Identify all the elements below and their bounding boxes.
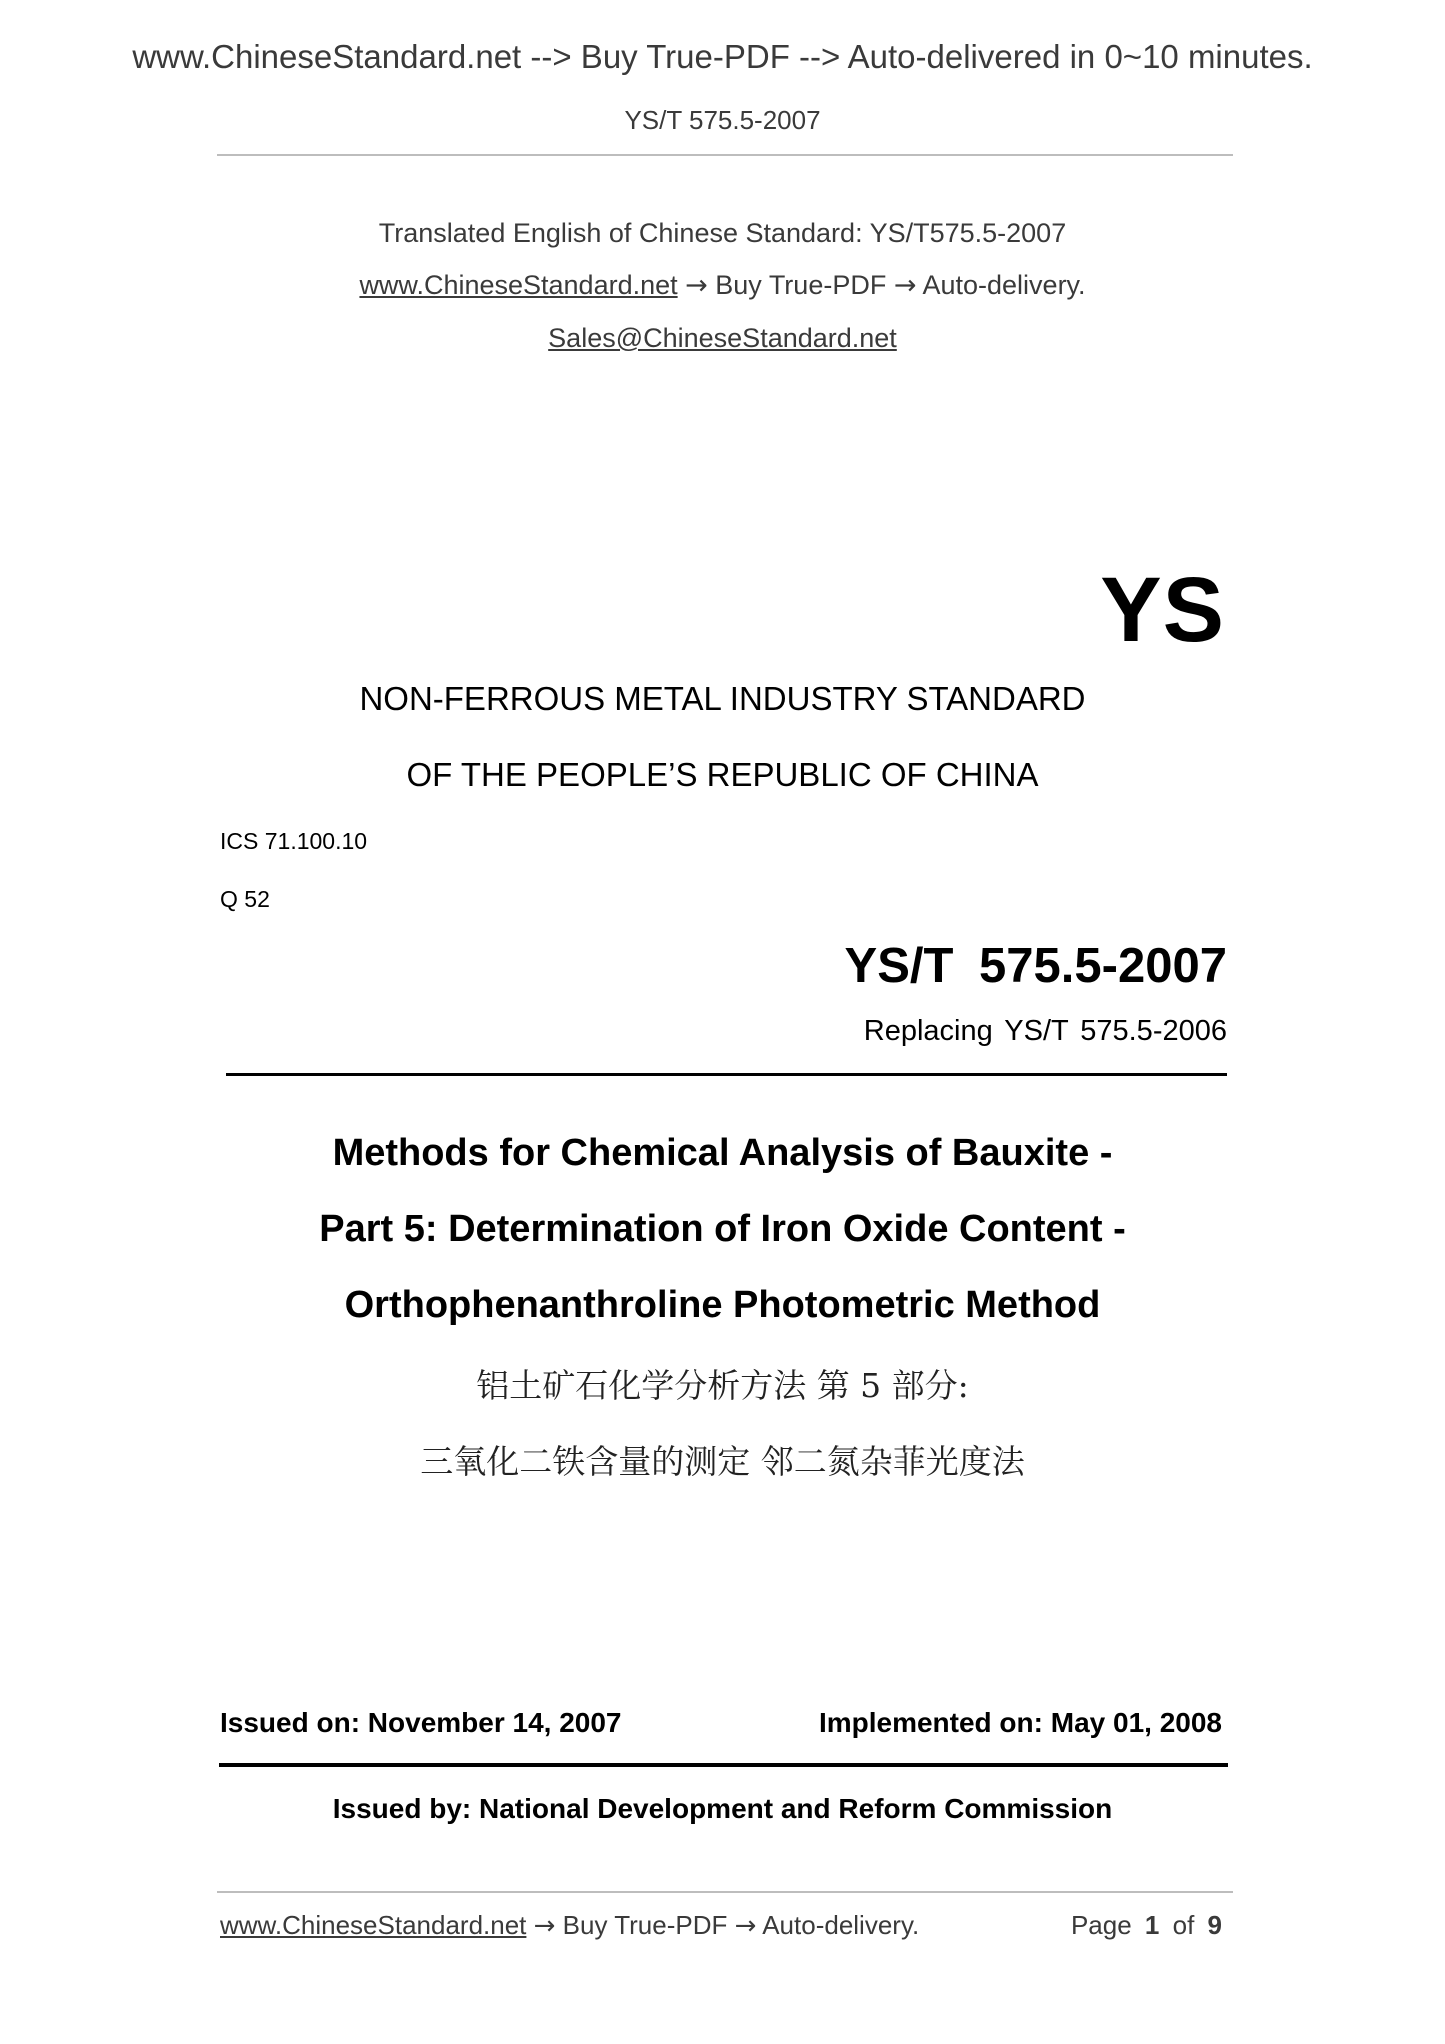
title-line-1: Methods for Chemical Analysis of Bauxite - [332,1132,1113,1174]
date-divider [219,1763,1228,1767]
ics-code: ICS 71.100.10 [220,828,368,854]
chinese-title-line-1: 铝土矿石化学分析方法 第 5 部分: [476,1366,969,1405]
issued-on-date: Issued on: November 14, 2007 [220,1707,622,1738]
site-line [0,270,1445,301]
number-divider [226,1073,1227,1076]
translation-line: Translated English of Chinese Standard: YS/T575.5-2007 [378,218,1067,248]
email-line [0,323,1445,354]
replacing-note: Replacing YS/T 575.5-2006 [863,1015,1227,1047]
site-link[interactable]: www.ChineseStandard.net [359,270,678,300]
buy-text: Buy True-PDF [715,270,887,300]
delivery-text: Auto-delivery. [922,270,1086,300]
email-link[interactable]: Sales@ChineseStandard.net [548,323,897,353]
title-line-2: Part 5: Determination of Iron Oxide Content - [319,1208,1126,1250]
organization-line-2: OF THE PEOPLE’S REPUBLIC OF CHINA [406,756,1039,793]
page-of: of [1172,1910,1195,1940]
arrow-right-icon: → [685,270,708,301]
page-indicator [1071,1910,1222,1941]
standard-number: YS/T 575.5-2007 [844,939,1227,993]
organization-line-1: NON-FERROUS METAL INDUSTRY STANDARD [359,680,1086,717]
arrow-right-icon: → [893,270,917,301]
issued-by: Issued by: National Development and Reform Commission [332,1793,1113,1824]
implemented-on-date: Implemented on: May 01, 2008 [818,1707,1222,1738]
arrow-right-icon: → [734,1911,757,1941]
footer-delivery-text: Auto-delivery. [762,1910,920,1940]
ccs-code: Q 52 [220,886,270,912]
running-header: YS/T 575.5-2007 [624,105,821,135]
footer-divider [217,1891,1233,1893]
top-banner: www.ChineseStandard.net --> Buy True-PDF --> Auto-delivered in 0~10 minutes. [132,38,1313,75]
footer-site-line [220,1910,919,1941]
title-line-3: Orthophenanthroline Photometric Method [344,1284,1101,1326]
chinese-title-line-2: 三氧化二铁含量的测定 邻二氮杂菲光度法 [420,1442,1025,1481]
footer-site-link[interactable]: www.ChineseStandard.net [220,1910,527,1940]
arrow-right-icon: → [533,1911,556,1941]
page-word: Page [1070,1910,1132,1940]
ys-mark: YS [1100,559,1225,661]
header-divider [217,154,1233,156]
footer-buy-text: Buy True-PDF [562,1910,728,1940]
page-total: 9 [1207,1910,1222,1940]
page-current: 1 [1144,1910,1160,1940]
